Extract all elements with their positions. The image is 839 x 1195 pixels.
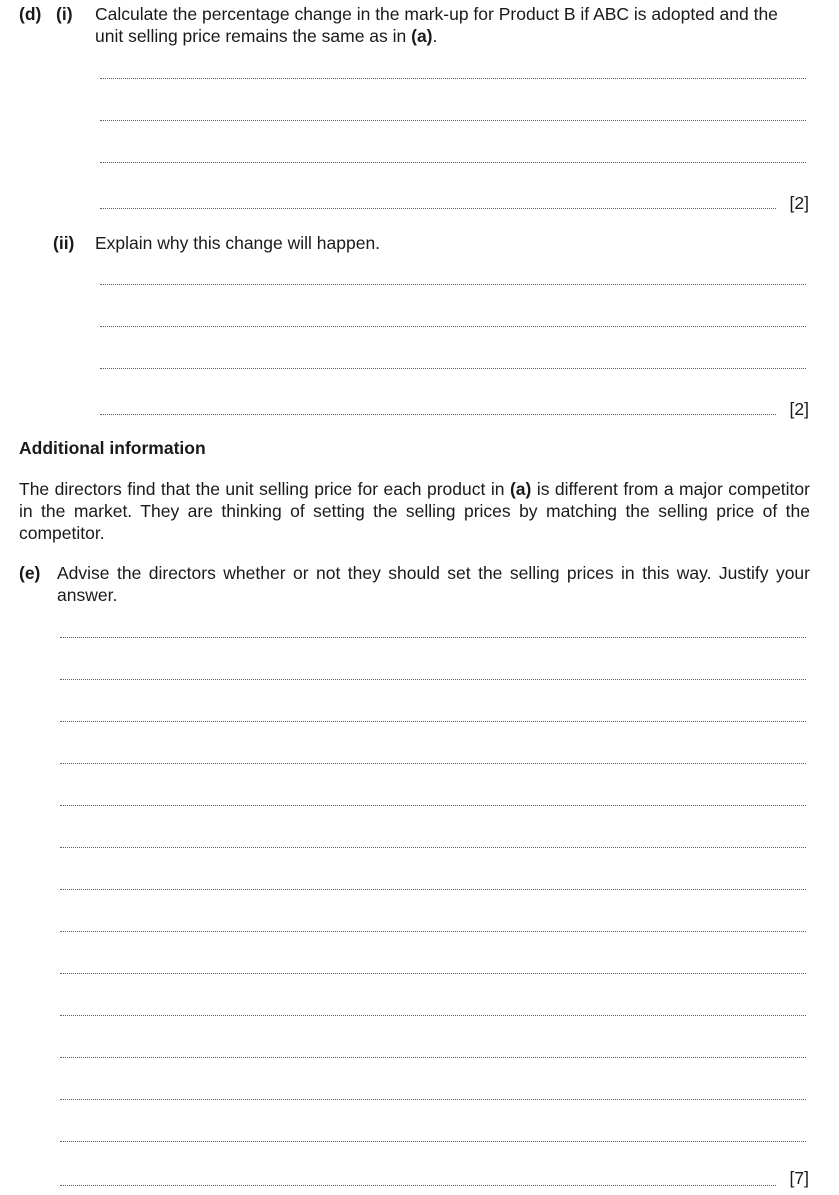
answer-line[interactable] <box>100 120 806 121</box>
answer-line[interactable] <box>60 721 806 722</box>
additional-text-pre: The directors find that the unit selling price for each product in <box>19 479 510 499</box>
answer-line[interactable] <box>100 162 806 163</box>
answer-line[interactable] <box>60 679 806 680</box>
answer-line[interactable] <box>60 931 806 932</box>
answer-line[interactable] <box>60 763 806 764</box>
answer-line[interactable] <box>100 284 806 285</box>
question-d-i-period: . <box>432 26 438 46</box>
answer-line[interactable] <box>60 889 806 890</box>
answer-line[interactable] <box>60 1057 806 1058</box>
reference-a: (a) <box>411 26 433 46</box>
answer-line[interactable] <box>60 973 806 974</box>
question-label-e: (e) <box>19 563 41 583</box>
answer-line[interactable] <box>100 414 776 415</box>
question-d-i-line1: Calculate the percentage change in the mark-up for Product B if ABC is adopted and the <box>95 4 778 24</box>
answer-line[interactable] <box>60 1185 776 1186</box>
marks-e: [7] <box>789 1168 809 1188</box>
subquestion-label-ii: (ii) <box>53 233 75 253</box>
subquestion-label-i: (i) <box>56 4 73 24</box>
answer-line[interactable] <box>100 326 806 327</box>
answer-line[interactable] <box>100 78 806 79</box>
answer-line[interactable] <box>100 368 806 369</box>
marks-d-ii: [2] <box>789 399 809 419</box>
reference-a: (a) <box>509 479 532 499</box>
answer-line[interactable] <box>60 1099 806 1100</box>
answer-line[interactable] <box>60 847 806 848</box>
answer-line[interactable] <box>60 805 806 806</box>
question-d-i-text <box>95 3 815 47</box>
question-d-ii-text: Explain why this change will happen. <box>95 233 381 253</box>
answer-line[interactable] <box>60 1015 806 1016</box>
question-e-text: Advise the directors whether or not they should set the selling prices in this way. Justify your answer. <box>57 563 810 605</box>
question-d-i-line2-text: unit selling price remains the same as in <box>95 26 412 46</box>
question-d-i-line2 <box>95 25 815 47</box>
section-heading: Additional information <box>19 438 206 458</box>
question-label-d: (d) <box>19 4 42 24</box>
answer-line[interactable] <box>60 637 806 638</box>
marks-d-i: [2] <box>789 193 809 213</box>
additional-paragraph <box>19 478 810 544</box>
additional-text-post: is different from a major competitor in the market. They are thinking of setting the selling prices by matching the selling price of the competitor. <box>19 479 810 543</box>
answer-line[interactable] <box>60 1141 806 1142</box>
answer-line[interactable] <box>100 208 776 209</box>
